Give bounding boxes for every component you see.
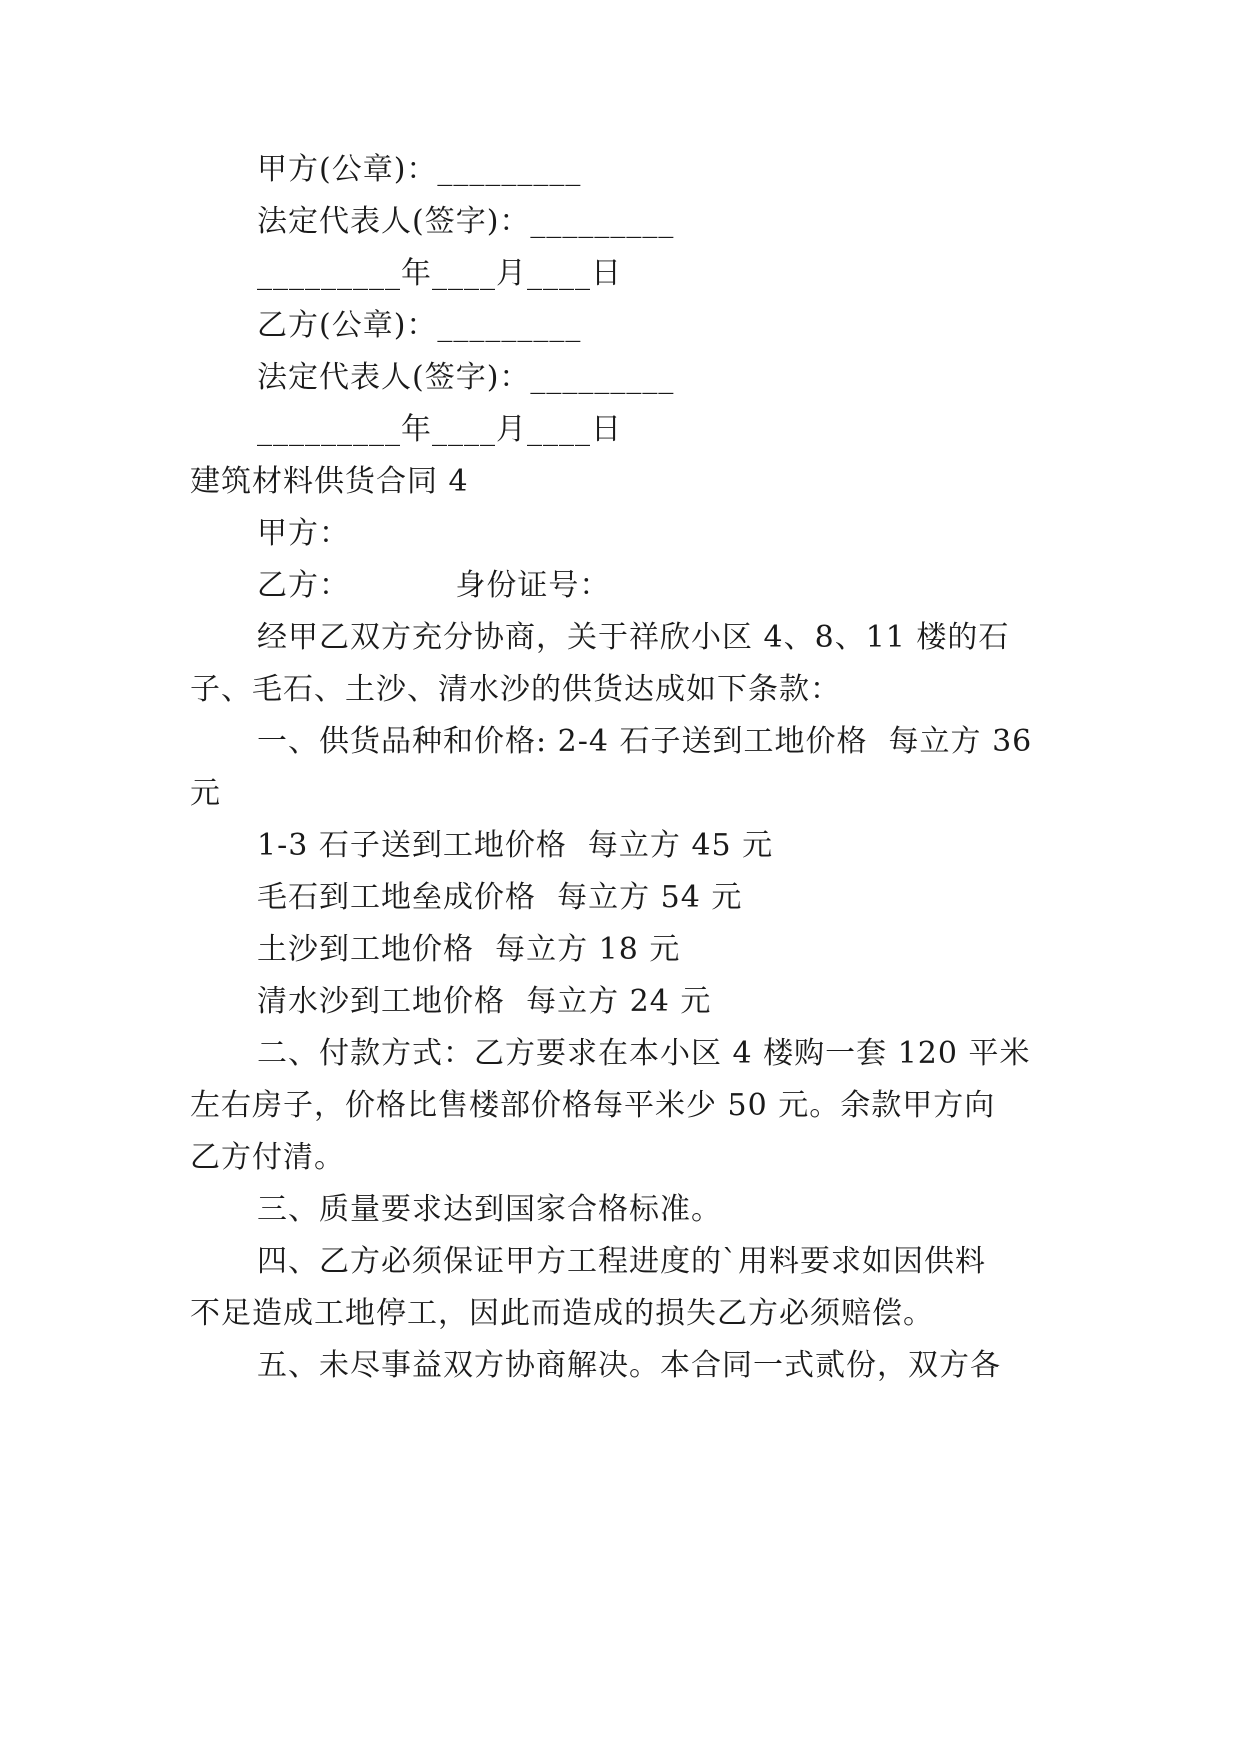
date-a-line: _________年____月____日 <box>257 256 622 291</box>
intro-line-2: 子、毛石、土沙、清水沙的供货达成如下条款： <box>190 672 841 707</box>
intro-line-1: 经甲乙双方充分协商，关于祥欣小区 4、8、11 楼的石 <box>257 620 1010 655</box>
date-b-line: _________年____月____日 <box>257 412 622 447</box>
contract-title: 建筑材料供货合同 4 <box>190 464 469 499</box>
clause-2-line-2: 左右房子，价格比售楼部价格每平米少 50 元。余款甲方向 <box>190 1088 996 1123</box>
clause-4-line-1: 四、乙方必须保证甲方工程进度的`用料要求如因供料 <box>257 1244 986 1279</box>
clause-2-line-1: 二、付款方式：乙方要求在本小区 4 楼购一套 120 平米 <box>257 1036 1031 1071</box>
party-a-line: 甲方： <box>257 516 350 551</box>
price-maoshi-line: 毛石到工地垒成价格 每立方 54 元 <box>257 880 743 915</box>
clause-1-line-2: 元 <box>190 776 221 811</box>
clause-1-line-1: 一、供货品种和价格: 2-4 石子送到工地价格 每立方 36 <box>257 724 1033 759</box>
legal-rep-a-line: 法定代表人(签字)：_________ <box>257 204 675 239</box>
party-a-seal-line: 甲方(公章)：_________ <box>257 152 582 187</box>
price-1-3-line: 1-3 石子送到工地价格 每立方 45 元 <box>257 828 774 863</box>
price-tusha-line: 土沙到工地价格 每立方 18 元 <box>257 932 681 967</box>
clause-2-line-3: 乙方付清。 <box>190 1140 345 1175</box>
party-b-id-line: 乙方： 身份证号： <box>257 568 611 603</box>
clause-5-line-1: 五、未尽事益双方协商解决。本合同一式贰份，双方各 <box>257 1348 1001 1383</box>
legal-rep-b-line: 法定代表人(签字)：_________ <box>257 360 675 395</box>
party-b-seal-line: 乙方(公章)：_________ <box>257 308 582 343</box>
clause-3-line: 三、质量要求达到国家合格标准。 <box>257 1192 722 1227</box>
price-qingshuisha-line: 清水沙到工地价格 每立方 24 元 <box>257 984 712 1019</box>
clause-4-line-2: 不足造成工地停工，因此而造成的损失乙方必须赔偿。 <box>190 1296 934 1331</box>
